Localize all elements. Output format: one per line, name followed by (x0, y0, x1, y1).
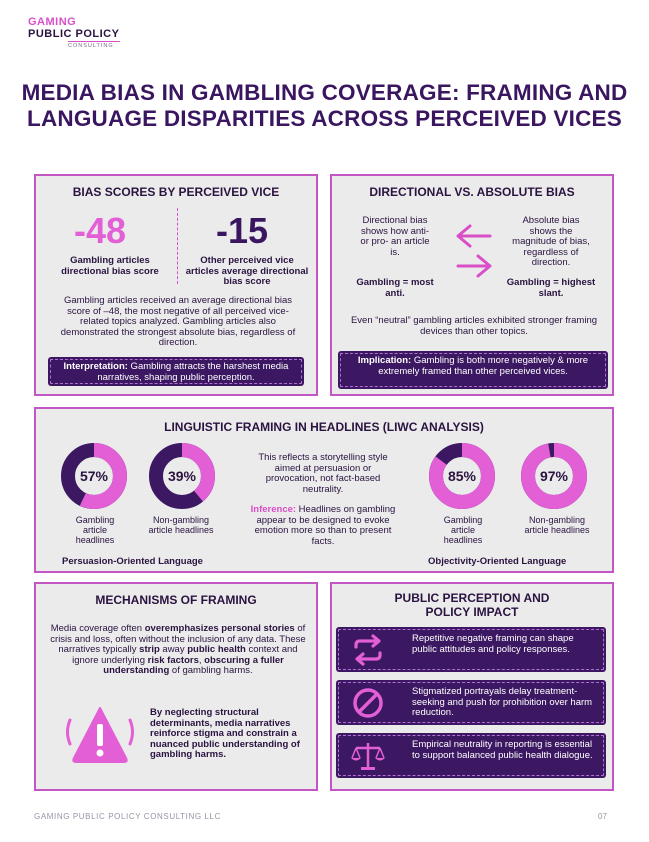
page-number: 07 (598, 812, 607, 821)
objectivity-group-label: Objectivity-Oriented Language (428, 556, 567, 567)
mech-text-6: of gambling harms. (169, 665, 253, 677)
donut-value-2: 39% (167, 468, 197, 484)
impact-item-2-text: Stigmatized portrayals delay treatment-seeking and push for prohibition over harm reduction. (412, 686, 593, 718)
other-score-label: Other perceived vice articles average directional bias score (185, 255, 309, 287)
other-score: -15 (216, 210, 269, 251)
mech-bold-2: strip (139, 644, 160, 656)
directional-definition: Directional bias shows how anti- or pro- an article is. (360, 215, 430, 258)
mech-text-1: Media coverage often (50, 623, 145, 634)
gambling-score: -48 (74, 210, 127, 251)
directional-body: Even “neutral” gambling articles exhibited stronger framing devices than other topics. (350, 315, 598, 337)
inference-text: Headlines on gambling appear to be designed to evoke emotion more so than to present facts. (254, 504, 396, 547)
mech-text-2: of crisis and loss, often without the inclusion of any data. These narratives typically (50, 623, 306, 656)
warning-icon (64, 702, 136, 768)
donut-chart-1 (58, 440, 130, 512)
mech-bold-4: risk factors (147, 654, 199, 666)
mech-bold-1: overemphasizes personal stories (144, 623, 295, 634)
absolute-definition: Absolute bias shows the magnitude of bias, regardless of direction. (512, 215, 590, 268)
impact-item-2 (336, 680, 606, 725)
impact-item-1 (336, 627, 606, 672)
brand-line-3: CONSULTING (68, 41, 120, 49)
mech-bold-5: obscuring a fuller understanding (103, 654, 284, 677)
donut-caption-4: Non-gambling article headlines (524, 515, 590, 535)
directional-heading: DIRECTIONAL VS. ABSOLUTE BIAS (369, 185, 575, 199)
donut-value-4: 97% (539, 468, 569, 484)
donut-value-1: 57% (79, 468, 109, 484)
scale-icon (350, 739, 386, 773)
left-arrow-icon (452, 222, 496, 282)
brand-line-2: PUBLIC POLICY (28, 28, 120, 40)
absolute-finding: Gambling = highest slant. (506, 277, 596, 299)
right-arrow-icon (458, 256, 490, 276)
repeat-icon (350, 633, 386, 667)
page-title: MEDIA BIAS IN GAMBLING COVERAGE: FRAMING AND LANGUAGE DISPARITIES ACROSS PERCEIVED VICES (21, 80, 628, 131)
mechanisms-heading: MECHANISMS OF FRAMING (95, 593, 257, 607)
impact-item-3-text: Empirical neutrality in reporting is essential to support balanced public health dialogue. (412, 739, 593, 761)
footer-company: GAMING PUBLIC POLICY CONSULTING LLC (34, 812, 221, 821)
bias-scores-panel (34, 174, 318, 396)
impact-item-1-text: Repetitive negative framing can shape public attitudes and policy responses. (412, 633, 574, 655)
interpretation-label: Interpretation: (63, 361, 128, 372)
interpretation-text: Gambling attracts the harshest media narratives, shaping public perception. (97, 361, 289, 383)
prohibited-icon (350, 686, 386, 720)
linguistic-center-text: This reflects a storytelling style aimed at persuasion or provocation, not fact-based neutrality. (258, 452, 388, 495)
directional-panel (330, 174, 614, 396)
mech-bold-3: public health (187, 644, 246, 656)
mechanisms-panel (34, 582, 318, 791)
directional-finding: Gambling = most anti. (356, 277, 434, 299)
impact-heading: PUBLIC PERCEPTION AND POLICY IMPACT (394, 591, 550, 619)
donut-caption-1: Gambling article headlines (75, 515, 115, 545)
persuasion-group-label: Persuasion-Oriented Language (62, 556, 203, 567)
inference-label: Inference: (250, 504, 297, 515)
implication-text: Gambling is both more negatively & more extremely framed than other perceived vices. (378, 355, 589, 377)
mechanisms-body (50, 624, 306, 677)
impact-panel (330, 582, 614, 791)
mech-text-4: context and ignore underlying (72, 644, 298, 666)
donut-chart-3 (426, 440, 498, 512)
linguistic-heading: LINGUISTIC FRAMING IN HEADLINES (LIWC ANALYSIS) (164, 420, 484, 434)
interpretation-callout (48, 357, 304, 386)
brand-line-1: GAMING (28, 16, 77, 28)
mech-text-5: , (198, 654, 205, 666)
implication-callout (338, 351, 608, 389)
implication-label: Implication: (357, 355, 412, 366)
brand-logo (28, 16, 120, 49)
score-divider (177, 208, 178, 284)
impact-item-3 (336, 733, 606, 778)
mech-text-3: away (159, 644, 188, 656)
donut-caption-3: Gambling article headlines (443, 515, 483, 545)
donut-chart-4 (518, 440, 590, 512)
linguistic-panel (34, 407, 614, 573)
donut-caption-2: Non-gambling article headlines (148, 515, 214, 535)
gambling-score-label: Gambling articles directional bias score (61, 255, 159, 277)
bias-scores-heading: BIAS SCORES BY PERCEIVED VICE (72, 185, 280, 199)
inference-text-block (248, 505, 398, 547)
warning-text: By neglecting structural determinants, media narratives reinforce stigma and constrain a nuanced public understanding of gambling harms. (150, 707, 300, 761)
bias-scores-body: Gambling articles received an average directional bias score of –48, the most negative of all perceived vice-related topics analyzed. Gambling articles also demonstrated the strongest absolute bias, regardless of direction. (60, 295, 296, 348)
donut-chart-2 (146, 440, 218, 512)
donut-value-3: 85% (447, 468, 477, 484)
